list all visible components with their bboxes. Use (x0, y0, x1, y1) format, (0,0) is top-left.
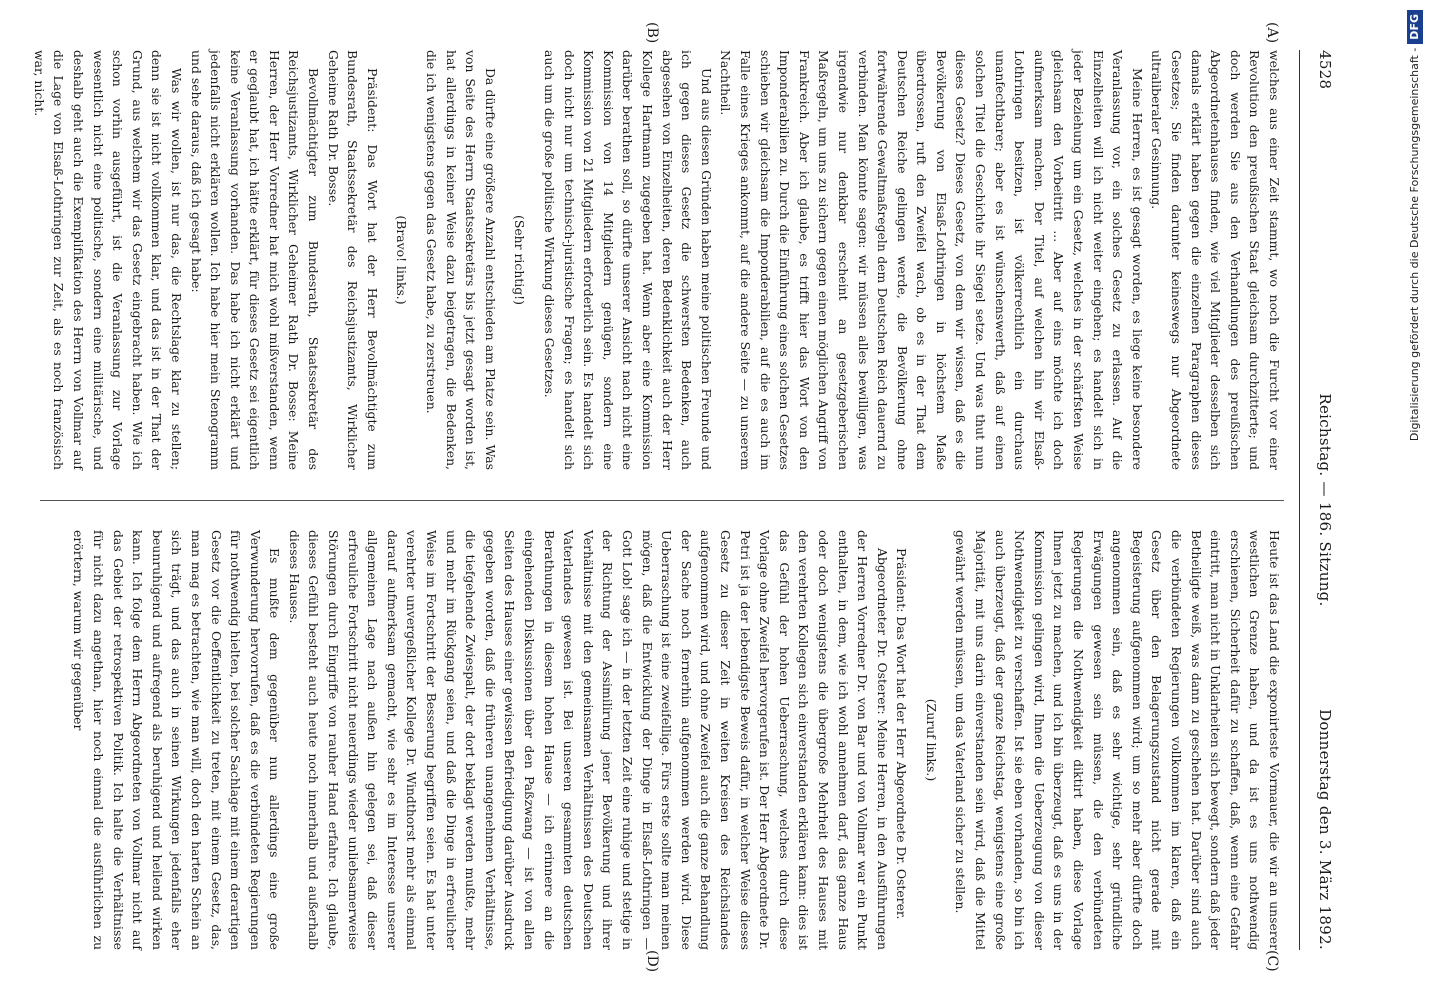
paragraph: welches aus einer Zeit stammt, wo noch die Furcht vor einer Revolution den preußischen Staat gleichsam durchzitterte; und doch werden Sie aus den Verhandlungen des preußischen Abgeordnetenhauses finden, wie viel Mitglieder desselben sich damals erklärt haben gegen die einzelnen Paragraphen dieses Gesetzes; Sie finden darunter keineswegs nur Abgeordnete ultraliberaler Gesinnung. (1149, 50, 1282, 470)
margin-letter-c: (C) (1264, 950, 1280, 972)
header-rule (1299, 50, 1300, 950)
speaker-paragraph: Abgeordneter Dr. Osterer: Meine Herren, in den Ausführungen der Herren Vorredner Dr. von Bar und von Vollmar war ein Punkt enthalten, in dem, wie ich wohl annehmen darf, das ganze Haus oder doch wenigstens die übergroße Mehrheit des Hauses mit den verehrten Kollegen sich einverstanden erklären kann: dies ist das Gefühl der hohen Ueberraschung, welches durch diese Vorlage ohne Zweifel hervorgerufen ist. Der Herr Abgeordnete Dr. Petri ist ja der lebendigste Beweis dafür, in welcher Weise dieses Gesetz zu dieser Zeit in weiten Kreisen des Reichslandes aufgenommen wird, und ohne Zweifel auch die ganze Behandlung der Sache noch fernerhin aufgenommen werden wird. Diese Ueberraschung ist eine zweifellige. Fürs erste sollte man meinen mögen, daß die Entwicklung der Dinge in Elsaß-Lothringen — Gott Lob! sage ich — in der letzten Zeit eine ruhige und stetige in der Richtung der Assimilirung jener Bevölkerung und ihrer Verhältnisse mit den gemeinsamen Verhältnissen des Deutschen Vaterlandes gewesen ist. Bei unseren gesammten deutschen Berathungen in diesem hohen Hause — ich erinnere an die eingehenden Diskussionen über den Paßzwang — ist von allen Seiten des Hauses einer gewissen Befriedigung darüber Ausdruck gegeben worden, daß die früheren unangenehmen Verhältnisse, die tiefgehende Zwiespalt, der dort beklagt werden mußte, mehr und mehr im Rückgang seien, und daß die Dinge in erfreulicher Weise im Fortschritt der Besserung begriffen seien. Es hat unter verehrter unvergeßlicher Kollege Dr. Windthorst mehr als einmal darauf aufmerksam gemacht, wie sehr es im Interesse unserer allgemeinen Lage nach außen hin gelegen sei, daß dieser erfreuliche Fortschritt nicht neuerdings wieder unliebsamerweise Störungen durch Eingriffe von rauher Hand erfahre. Ich glaube, dieses Gefühl besteht auch heute noch innerhalb und außerhalb dieses Hauses. (286, 530, 890, 950)
paragraph: Was wir wollen, ist nur das, die Rechtslage klar zu stellen; denn sie ist nicht vollkommen klar, und das ist in der That der Grund, aus welchem wir das Gesetz eingebracht haben. Wie ich schon vorhin ausgeführt, ist die Veranlassung zur Vorlage wesentlich nicht eine politische, sondern eine militärische, und deshalb geht auch die Exemplifikation des Herrn von Vollmar auf die Lage von Elsaß-Lothringen zur Zeit, als es noch französisch war, nicht. (31, 50, 184, 470)
header-title: Reichstag. — 186. Sitzung. (1316, 393, 1334, 607)
interjection: (Bravo! links.) (394, 215, 410, 305)
speaker-paragraph: Präsident: Das Wort hat der Herr Abgeordnete Dr. Osterer. (894, 548, 910, 920)
dfg-sidebar (1404, 10, 1426, 990)
dfg-logo: DFG (1407, 10, 1423, 44)
paragraph: Da dürfte eine größere Anzahl entschieden am Platze sein. Was von Seite des Herrn Staatssekretärs bis jetzt gesagt worden ist, hat allerdings in keiner Weise dazu beigetragen, die Bedenken, die ich wenigstens gegen das Gesetz habe, zu zerstreuen. (424, 50, 498, 470)
left-column (31, 50, 1284, 470)
margin-letter-d: (D) (644, 950, 660, 973)
paragraph: Es mußte dem gegenüber nun allerdings eine große Verwunderung hervorrufen, daß es die verbündeten Regierungen für nothwendig hielten, bei solcher Sachlage mit einem derartigen Gesetz vor die Oeffentlichkeit zu treten, mit einem Gesetz, das, man mag es betrachten, wie man will, doch den harten Schein an sich trägt, und das auch in seinen Wirkungen jedenfalls eher beunruhigend und aufregend als beruhigend und heilend wirken kann. Ich folge dem Herrn Abgeordneten von Vollmar nicht auf das Gebiet der retrospektiven Politik. Ich halte die Verhältnisse für nicht dazu angethan, hier noch einmal die ausführlichen zu erörtern, warum wir gegenüber (71, 530, 283, 950)
dfg-credit-text: Digitalisierung gefördert durch die Deutsche Forschungsgemeinschaft - (1408, 47, 1421, 442)
margin-letter-a: (A) (1264, 22, 1280, 44)
margin-letter-b: (B) (644, 22, 660, 44)
right-column (40, 530, 1284, 950)
header-date: Donnerstag den 3. März 1892. (1316, 709, 1334, 950)
page-header (1304, 50, 1334, 950)
interjection: (Sehr richtig!) (512, 215, 528, 305)
paragraph: Heute ist das Land die exponirteste Vormauer, die wir an unserer westlichen Grenze haben, und da ist es uns nothwendig erschienen, Sicherheit dafür zu schaffen, daß, wenn eine Gefahr eintritt, man nicht in Unklarheiten sich bewegt, sondern daß jeder Betheiligte weiß, was dann zu geschehen hat. Darüber sind auch die verbündeten Regierungen vollkommen im klaren, daß ein Gesetz über den Belagerungszustand nicht gerade mit Begeisterung aufgenommen wird; um so mehr aber dürfte doch angenommen sein, daß es sehr wichtige, sehr gründliche Erwägungen gewesen sein müssen, die den verbündeten Regierungen die Nothwendigkeit diktirt haben, diese Vorlage Ihnen jetzt zu machen, und ich bin überzeugt, daß es uns in der Kommission gelingen wird, Ihnen die Ueberzeugung von dieser Nothwendigkeit zu verschaffen. Ist sie eben vorhanden, so bin ich auch überzeugt, daß der ganze Reichstag, wenigstens eine große Majorität, mit uns darin einverstanden sein wird, daß die Mittel gewährt werden müssen, um das Vaterland sicher zu stellen. (953, 530, 1282, 950)
paragraph: Meine Herren, es ist gesagt worden, es liege keine besondere Veranlassung vor, ein solches Gesetz zu erlassen. Auf die Einzelheiten will ich nicht weiter eingehen; es handelt sich in jeder Beziehung um ein Gesetz, welches in der schärfsten Weise gleichsam den Vorbeitritt ... Aber auf eins möchte ich doch aufmerksam machen. Der Titel, auf welchen hin wir Elsaß-Lothringen besitzen, ist völkerrechtlich ein durchaus unanfechtbarer; aber es ist wünschenswerth, daß auf einen solchen Titel die Geschichte ihr Siegel setze. Und was thut nun dieses Gesetz? Dieses Gesetz, von dem wir wissen, daß es die Bevölkerung von Elsaß-Lothringen in höchstem Maße überdrossen, ruft den Zweifel wach, ob es in der That dem Deutschen Reiche gelingen werde, die Bevölkerung ohne fortwährende Gewaltmaßregeln dem Deutschen Reich dauernd zu verbinden. Man könnte sagen: wir müssen alles bewilligen, was irgendwie nur denkbar erscheint an gesetzgeberischen Maßregeln, um uns zu sichern gegen einen möglichen Angriff von Frankreich. Aber ich glaube, es trifft hier das Wort von den Imponderabilien zu. Durch die Einführung eines solchen Gesetzes schieben wir gleichsam die Imponderabilien, auf die es auch im Falle eines Krieges ankommt, auf die andere Seite — zu unserem Nachtheil. (718, 50, 1145, 470)
page-number: 4528 (1316, 50, 1334, 90)
interjection: (Zuruf links.) (923, 698, 939, 782)
paragraph: Und aus diesen Gründen haben meine politischen Freunde und ich gegen dieses Gesetz die schwersten Bedenken, auch abgesehen von Einzelheiten, deren Bedenklichkeit auch der Herr Kollege Hartmann zugegeben hat. Wenn aber eine Kommission darüber berathen soll, so dürfte unserer Ansicht nach nicht eine Kommission von 14 Mitgliedern genügen, sondern eine Kommission von 21 Mitgliedern erforderlich sein. Es handelt sich doch nicht nur um technisch-juristische Fragen; es handelt sich auch um die große politische Wirkung dieses Gesetzes. (542, 50, 714, 470)
column-divider (40, 500, 1284, 501)
speaker-paragraph: Präsident: Das Wort hat der Herr Bevollmächtigte zum Bundesrath, Staatssekretär des Reichsjustizamts, Wirklicher Geheime Rath Dr. Bosse. (325, 50, 380, 470)
speaker-paragraph: Bevollmächtigter zum Bundesrath, Staatssekretär des Reichsjustizamts, Wirklicher Geheimer Rath Dr. Bosse: Meine Herren, der Herr Vorredner hat mich wohl mißverstanden, wenn er geglaubt hat, ich hätte erklärt, für dieses Gesetz sei eigentlich keine Veranlassung vorhanden. Das habe ich nicht erklärt und jedenfalls nicht erklären wollen. Ich habe hier mein Stenogramm und sehe daraus, daß ich gesagt habe: (188, 50, 322, 470)
